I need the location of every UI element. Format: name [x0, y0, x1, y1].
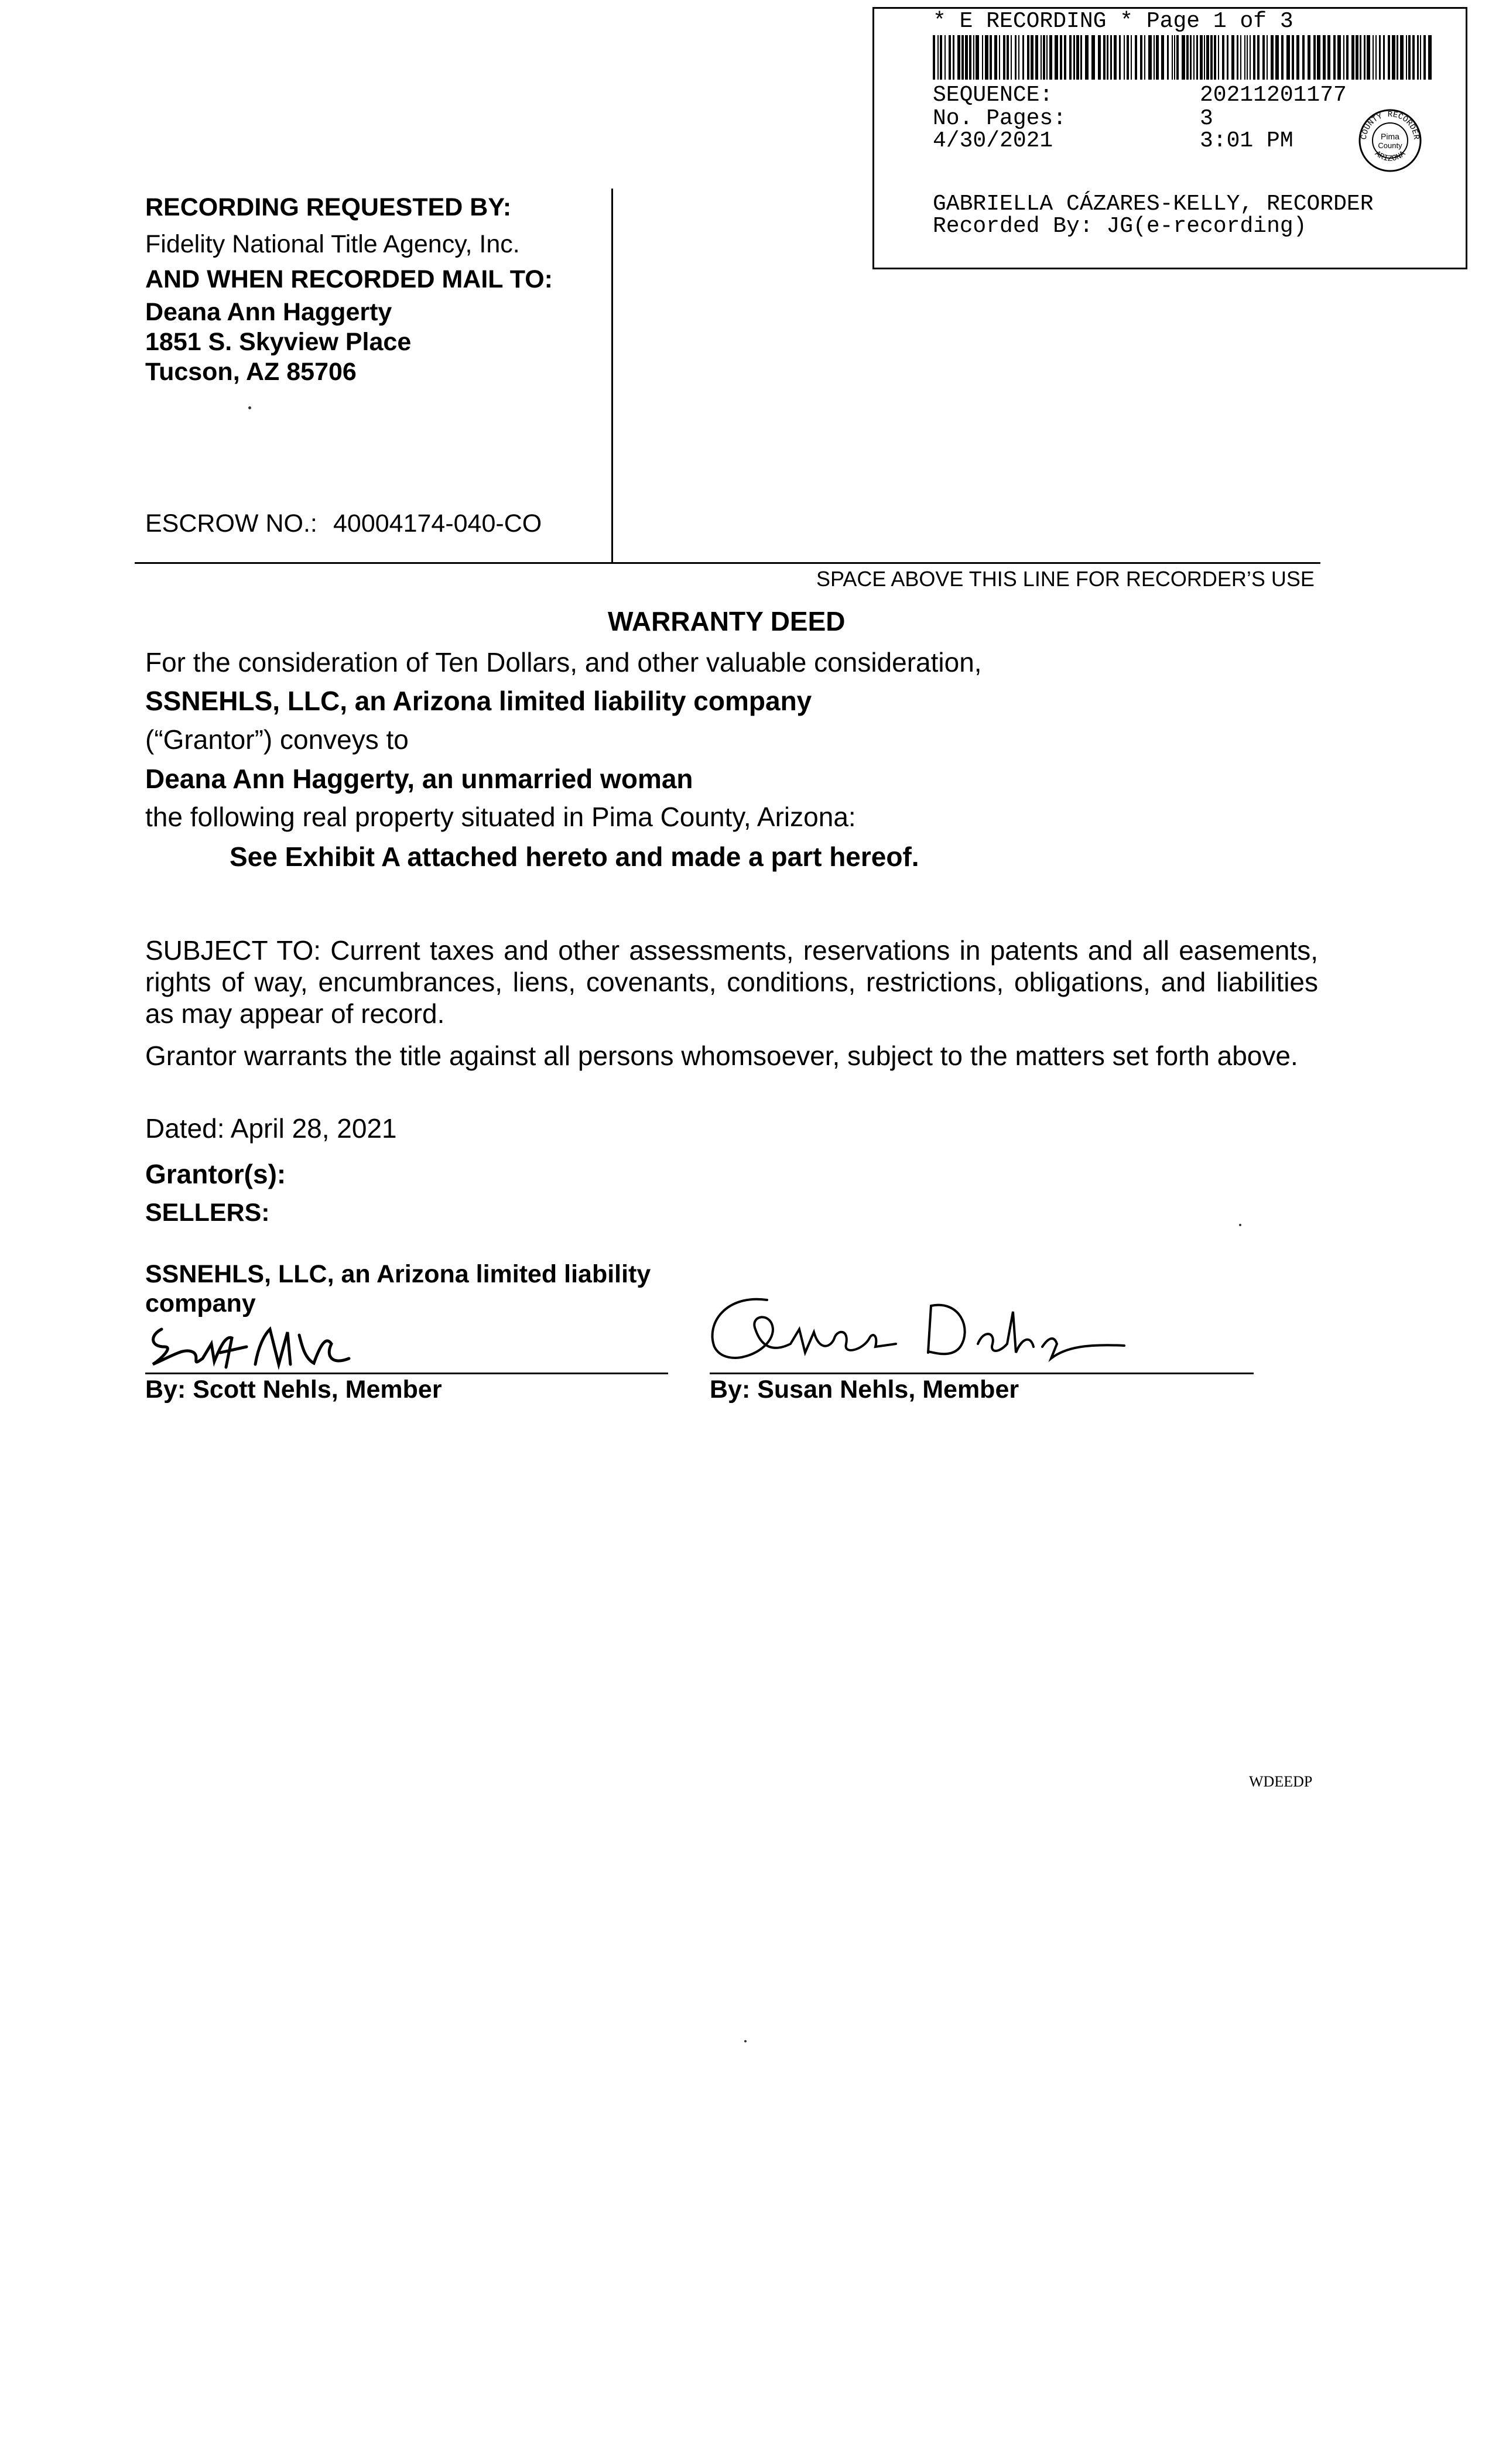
signer-2: By: Susan Nehls, Member — [710, 1375, 1019, 1404]
escrow-number: 40004174-040-CO — [333, 509, 542, 538]
recorder-stamp — [872, 7, 1467, 269]
warranty-paragraph: Grantor warrants the title against all persons whomsoever, subject to the matters set forth above. — [145, 1041, 1298, 1071]
mail-street: 1851 S. Skyview Place — [145, 328, 412, 356]
record-time: 3:01 PM — [1200, 128, 1293, 153]
property-text: the following real property situated in Pima County, Arizona: — [145, 802, 856, 832]
subject-to-paragraph: SUBJECT TO: Current taxes and other assessments, reservations in patents and all easements, rights of way, encumbrances, liens, covenants, conditions, restrictions, obligations, and liabilities as may appear of record. — [145, 935, 1318, 1029]
space-above-note: SPACE ABOVE THIS LINE FOR RECORDER’S USE — [816, 567, 1315, 591]
signature-line-1 — [145, 1373, 668, 1374]
escrow-label: ESCROW NO.: — [145, 509, 317, 538]
stray-mark — [744, 2040, 747, 2042]
sequence-value: 20211201177 — [1200, 83, 1347, 108]
susan-nehls-signature — [703, 1288, 1136, 1376]
scott-nehls-signature — [138, 1312, 466, 1382]
grantor-name: SSNEHLS, LLC, an Arizona limited liability company — [145, 686, 812, 716]
seal-center-1: Pima — [1381, 132, 1399, 141]
mail-name: Deana Ann Haggerty — [145, 298, 392, 326]
record-date: 4/30/2021 — [933, 128, 1053, 153]
mail-city: Tucson, AZ 85706 — [145, 358, 357, 386]
recorder-space-divider — [611, 189, 613, 563]
stray-mark — [1239, 1224, 1241, 1226]
form-code: WDEEDP — [1249, 1773, 1313, 1790]
company-line-2: company — [145, 1289, 256, 1317]
signer-1: By: Scott Nehls, Member — [145, 1375, 442, 1404]
seal-top-text: COUNTY RECORDER — [1359, 110, 1421, 141]
recorder-space-line — [135, 562, 1320, 564]
stray-mark — [248, 406, 251, 409]
grantee-name: Deana Ann Haggerty, an unmarried woman — [145, 764, 693, 794]
seal-bottom-text: ARIZONA — [1373, 149, 1408, 164]
deed-title: WARRANTY DEED — [608, 606, 846, 636]
grantors-label: Grantor(s): — [145, 1159, 286, 1189]
requested-by-value: Fidelity National Title Agency, Inc. — [145, 230, 520, 258]
county-seal-icon — [1358, 108, 1422, 173]
consideration-text: For the consideration of Ten Dollars, and other valuable consideration, — [145, 647, 982, 677]
requested-by-label: RECORDING REQUESTED BY: — [145, 193, 512, 221]
seal-center-2: County — [1378, 141, 1402, 150]
svg-text:ARIZONA — [1373, 149, 1408, 164]
sequence-label: SEQUENCE: — [933, 83, 1053, 108]
recorded-by: Recorded By: JG(e-recording) — [933, 214, 1307, 239]
pages-label: No. Pages: — [933, 106, 1067, 131]
recorder-name: GABRIELLA CÁZARES-KELLY, RECORDER — [933, 191, 1374, 217]
signature-line-2 — [710, 1373, 1254, 1374]
company-line-1: SSNEHLS, LLC, an Arizona limited liability — [145, 1260, 651, 1288]
mail-to-label: AND WHEN RECORDED MAIL TO: — [145, 265, 553, 293]
exhibit-text: See Exhibit A attached hereto and made a part hereof. — [230, 841, 919, 872]
stamp-header: * E RECORDING * Page 1 of 3 — [933, 9, 1293, 34]
sellers-label: SELLERS: — [145, 1199, 270, 1227]
pages-value: 3 — [1200, 106, 1213, 131]
dated-text: Dated: April 28, 2021 — [145, 1113, 397, 1144]
conveys-text: (“Grantor”) conveys to — [145, 724, 409, 755]
barcode-icon — [933, 35, 1432, 80]
